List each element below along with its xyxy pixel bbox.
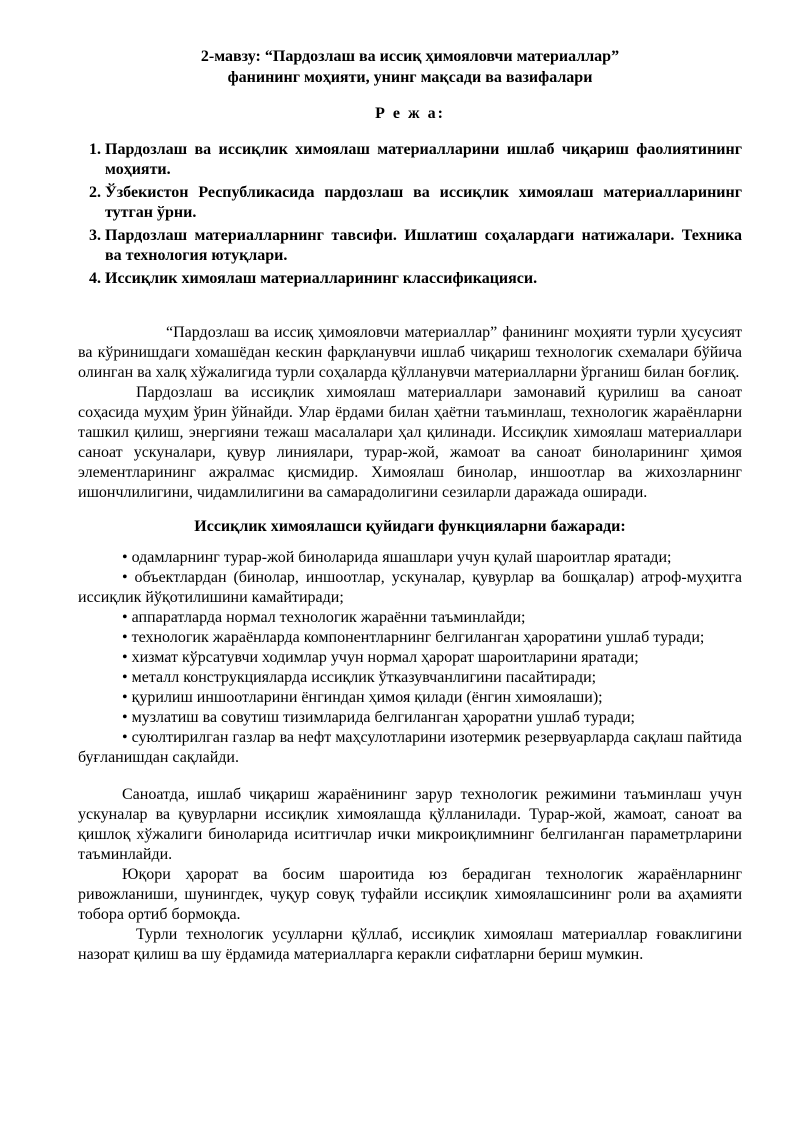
closing-paragraph: Юқори ҳарорат ва босим шароитида юз берадиган технологик жараёнларнинг ривожланиши, шунингдек, чуқур совуқ туфайли иссиқлик химоялашсининг роли ва аҳамияти тобора ортиб бормоқда.	[78, 866, 742, 923]
document-title-line-1: 2-мавзу: “Пардозлаш ва иссиқ ҳимояловчи материаллар”	[200, 48, 620, 65]
function-item: • музлатиш ва совутиш тизимларида белгиланган ҳароратни ушлаб туради;	[122, 709, 635, 726]
function-item: • аппаратларда нормал технологик жараённи таъминлайди;	[122, 609, 526, 626]
function-item: • хизмат кўрсатувчи ходимлар учун нормал ҳарорат шароитларини яратади;	[122, 649, 639, 666]
plan-item: 2. Ўзбекистон Республикасида пардозлаш ва иссиқлик химоялаш материалларининг тутган ўрни.	[105, 183, 742, 223]
function-item: • одамларнинг турар-жой биноларида яшашлари учун қулай шароитлар яратади;	[122, 549, 672, 566]
plan-item: 3. Пардозлаш материалларнинг тавсифи. Ишлатиш соҳалардаги натижалари. Техника ва технология ютуқлари.	[105, 226, 742, 266]
functions-list	[78, 548, 742, 768]
plan-item: 1. Пардозлаш ва иссиқлик химоялаш материалларини ишлаб чиқариш фаолиятининг моҳияти.	[105, 140, 742, 180]
intro-paragraph: “Пардозлаш ва иссиқ ҳимояловчи материаллар” фанининг моҳияти турли ҳусусият ва кўринишдаги хомашёдан кескин фарқланувчи ишлаб чиқариш технологик схемалари бўйича олинган ва халқ хўжалигида турли соҳаларда қўлланувчи материалларни ўрганиш билан боғлиқ.	[78, 324, 742, 381]
plan-heading: Р е ж а:	[375, 105, 445, 122]
function-item: • суюлтирилган газлар ва нефт маҳсулотларини изотермик резервуарларда сақлаш пайтида буғланишдан сақлайди.	[78, 729, 742, 766]
function-item: • объектлардан (бинолар, иншоотлар, ускуналар, қувурлар ва бошқалар) атроф-муҳитга иссиқлик йўқотилишини камайтиради;	[78, 569, 742, 606]
functions-heading: Иссиқлик химоялашси қуйидаги функцияларни бажаради:	[194, 518, 626, 535]
function-item: • қурилиш иншоотларини ёнгиндан ҳимоя қилади (ёнгин химоялаши);	[122, 689, 603, 706]
closing-paragraph: Турли технологик усулларни қўллаб, иссиқлик химоялаш материаллар ғоваклигини назорат қилиш ва шу ёрдамида материалларга керакли сифатларни бериш мумкин.	[78, 926, 742, 963]
document-page	[78, 46, 742, 965]
document-title-line-2: фанининг моҳияти, унинг мақсади ва вазифалари	[227, 69, 593, 86]
function-item: • металл конструкцияларда иссиқлик ўтказувчанлигини пасайтиради;	[122, 669, 597, 686]
function-item: • технологик жараёнларда компонентларнинг белгиланган ҳароратини ушлаб туради;	[122, 629, 705, 646]
plan-item: 4. Иссиқлик химоялаш материалларининг классификацияси.	[105, 269, 742, 289]
intro-paragraph: Пардозлаш ва иссиқлик химоялаш материаллари замонавий қурилиш ва саноат соҳасида муҳим ўрин ўйнайди. Улар ёрдами билан ҳаётни таъминлаш, технологик жараёнларни ташкил қилиш, энергияни тежаш масалалари ҳал қилинади. Иссиқлик химоялаш материаллари саноат ускуналари, қувур линиялари, турар-жой, жамоат ва саноат биноларининг ҳимоя элементларининг ажралмас қисмидир. Химоялаш бинолар, иншоотлар ва жихозларнинг ишончлилигини, чидамлилигини ва самарадолигини сезиларли даражада оширади.	[78, 384, 742, 501]
closing-paragraph: Саноатда, ишлаб чиқариш жараёнининг зарур технологик режимини таъминлаш учун ускуналар ва қувурларни иссиқлик химоялашда қўлланилади. Турар-жой, жамоат, саноат ва қишлоқ хўжалиги биноларида иситгичлар ички микроиқлимнинг белгиланган параметрларини таъминлайди.	[78, 786, 742, 863]
plan-list	[78, 140, 742, 289]
